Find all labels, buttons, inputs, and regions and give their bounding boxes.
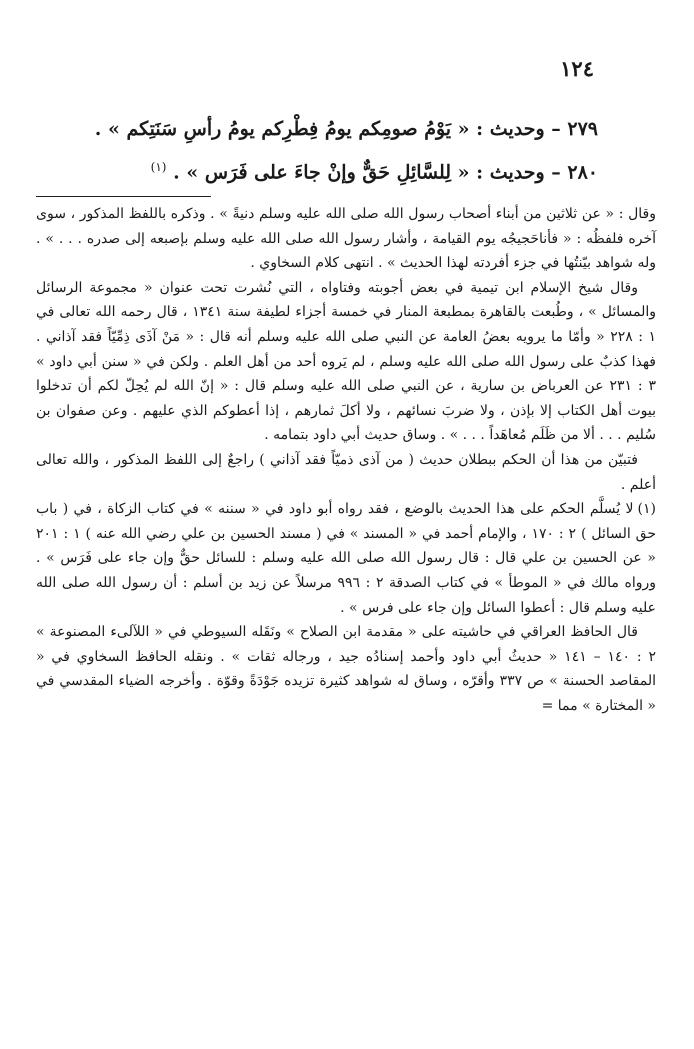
paragraph-conclusion: فتبيّن من هذا أن الحكم ببطلان حديث ( من آذى ذميّاً فقد آذاني ) راجعٌ إلى اللفظ المذكور ، والله تعالى أعلم .	[36, 451, 656, 493]
footnote-section	[36, 497, 656, 718]
commentary-text	[36, 202, 656, 718]
page-number: ١٢٤	[560, 56, 594, 81]
footnote-1	[36, 497, 656, 620]
hadith-280-text: ٢٨٠ – وحديث : « لِلسَّائِلِ حَقٌّ وإنْ جاءَ على فَرَس » .	[173, 161, 598, 184]
hadith-279	[78, 114, 598, 144]
footnote-1-text: لا يُسلَّم الحكم على هذا الحديث بالوضع ، فقد رواه أبو داود في « سننه » في كتاب الزكاة ، في ( باب حق السائل ) ٢ : ١٧٠ ، والإمام أحمد في « المسند » في ( مسند الحسين بن علي رضي الله عنه ) ١ : ٢٠١ « عن الحسين بن علي قال : قال رسول الله صلى الله عليه وسلم : للسائل حقٌّ وإن جاء على فَرَس » . ورواه مالك في « الموطأ » في كتاب الصدقة ٢ : ٩٩٦ مرسلاً عن زيد بن أسلم : أن رسول الله صلى الله عليه وسلم قال : أعطوا السائل وإن جاء على فرس » .	[36, 501, 657, 616]
footnote-reference: (١)	[150, 160, 167, 174]
hadith-279-text: ٢٧٩ – وحديث : « يَوْمُ صومِكم يومُ فِطْرِكم يومُ رأسِ سَنَتِكم » .	[94, 118, 598, 140]
section-divider	[36, 196, 211, 197]
footnote-1-continuation: قال الحافظ العراقي في حاشيته على « مقدمة ابن الصلاح » ونَقَله السيوطي في « اللآلىء المصنوعة » ٢ : ١٤٠ – ١٤١ « حديثُ أبي داود وأحمد إسنادُه جيد ، ورجاله ثقات » . ونقله الحافظ السخاوي في « المقاصد الحسنة » ص ٣٣٧ وأقرّه ، وساق له شواهد كثيرة تزيده جَوْدَةً وقوّة . وأخرجه الضياء المقدسي في « المختارة » مما =	[36, 624, 657, 714]
paragraph-ibn-taymiyya: وقال شيخ الإسلام ابن تيمية في بعض أجوبته وفتاواه ، التي نُشرت تحت عنوان « مجموعة الرسائل والمسائل » ، وطُبعت بالقاهرة بمطبعة المنار في خمسة أجزاء لطيفة سنة ١٣٤١ ، قال رحمه الله تعالى في ١ : ٢٢٨ « وأمّا ما يرويه بعضُ العامة عن النبي صلى الله عليه وسلم أنه قال : « مَنْ آذَى ذِمِّيّاً فقد آذاني . فهذا كذبٌ على رسول الله صلى الله عليه وسلم ، لم يَروه أحد من أهل العلم . ولكن في « سنن أبي داود » ٣ : ٢٣١ عن العرباض بن سارية ، عن النبي صلى الله عليه وسلم قال : « إنّ الله لم يُحِلّ لكم أن تدخلوا بيوت أهل الكتاب إلا بإذن ، ولا ضربَ نسائهم ، ولا أكلَ ثمارهم ، إذا أعطوكم الذي عليهم . وعن صفوان بن سُليم . . . ألا من ظَلَم مُعاهَداً . . . » . وساق حديث أبي داود بتمامه .	[36, 279, 656, 444]
footnote-label: (١)	[637, 501, 656, 518]
hadith-280	[78, 152, 598, 187]
paragraph-sakhawi: وقال : « عن ثلاثين من أبناء أصحاب رسول الله صلى الله عليه وسلم دنيةً » . وذكره باللفظ المذكور ، سوى آخره فلفظُه : « فأناحَجيجُه يوم القيامة ، وأشار رسول الله صلى الله عليه وسلم بإصبعه إلى صدره . . . » . وله شواهد بيّنتُها في جزء أفردته لهذا الحديث » . انتهى كلام السخاوي .	[36, 206, 656, 272]
